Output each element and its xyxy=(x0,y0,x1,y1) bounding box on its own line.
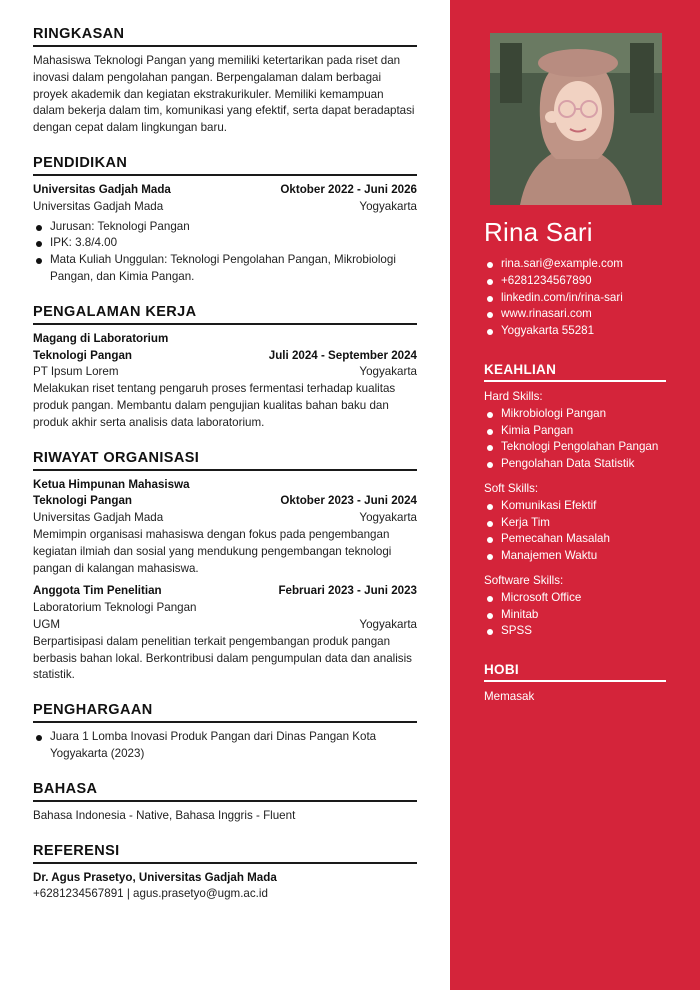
org-name: Universitas Gadjah Mada xyxy=(33,511,164,525)
education-date: Oktober 2022 - Juni 2026 xyxy=(280,182,417,196)
awards-section xyxy=(33,702,417,763)
awards-heading: PENGHARGAAN xyxy=(33,702,417,723)
summary-section xyxy=(33,26,417,137)
org-role: Anggota Tim Penelitian xyxy=(33,584,162,598)
list-item: Microsoft Office xyxy=(484,590,666,607)
experience-description: Melakukan riset tentang pengaruh proses fermentasi terhadap kualitas produk pangan. Membantu dalam pengujian kualitas bahan baku dan produk akhir serta analisis data laboratorium. xyxy=(33,382,396,429)
org-location: Yogyakarta xyxy=(359,617,417,631)
org-name: Laboratorium Teknologi Pangan xyxy=(33,601,197,615)
soft-skills-label: Soft Skills: xyxy=(484,481,539,495)
experience-location: Yogyakarta xyxy=(359,365,417,379)
hard-skills-list xyxy=(484,406,666,473)
list-item: Juara 1 Lomba Inovasi Produk Pangan dari Dinas Pangan Kota Yogyakarta (2023) xyxy=(33,729,417,763)
profile-name: Rina Sari xyxy=(484,217,593,247)
list-item: Pengolahan Data Statistik xyxy=(484,456,666,473)
soft-skills-list xyxy=(484,498,666,565)
list-item: Komunikasi Efektif xyxy=(484,498,666,515)
contact-phone[interactable]: +6281234567890 xyxy=(484,273,666,290)
list-item: Mikrobiologi Pangan xyxy=(484,406,666,423)
languages-section xyxy=(33,781,417,825)
org-role-cont: Teknologi Pangan xyxy=(33,494,132,508)
org-date: Oktober 2023 - Juni 2024 xyxy=(280,494,417,508)
list-item: SPSS xyxy=(484,623,666,640)
experience-company: PT Ipsum Lorem xyxy=(33,365,119,379)
org-location: Yogyakarta xyxy=(359,511,417,525)
experience-heading: PENGALAMAN KERJA xyxy=(33,304,417,325)
hard-skills-label: Hard Skills: xyxy=(484,389,543,403)
organization-entry xyxy=(33,477,417,578)
references-section xyxy=(33,843,417,904)
list-item: Minitab xyxy=(484,607,666,624)
software-skills-list xyxy=(484,590,666,640)
languages-heading: BAHASA xyxy=(33,781,417,802)
education-institution: Universitas Gadjah Mada xyxy=(33,199,164,213)
experience-date: Juli 2024 - September 2024 xyxy=(268,348,417,362)
org-date: Februari 2023 - Juni 2023 xyxy=(278,584,417,598)
contact-email[interactable]: rina.sari@example.com xyxy=(484,256,666,273)
list-item: Kimia Pangan xyxy=(484,423,666,440)
organization-heading: RIWAYAT ORGANISASI xyxy=(33,450,417,471)
education-school: Universitas Gadjah Mada xyxy=(33,182,171,196)
list-item: Kerja Tim xyxy=(484,515,666,532)
awards-list xyxy=(33,729,417,763)
contact-website[interactable]: www.rinasari.com xyxy=(484,306,666,323)
education-section xyxy=(33,155,417,286)
reference-contact: +6281234567891 | agus.prasetyo@ugm.ac.id xyxy=(33,887,268,901)
skills-heading: KEAHLIAN xyxy=(484,362,666,382)
list-item: IPK: 3.8/4.00 xyxy=(33,235,417,252)
list-item: Mata Kuliah Unggulan: Teknologi Pengolahan Pangan, Mikrobiologi Pangan, dan Kimia Pangan. xyxy=(33,252,417,286)
education-location: Yogyakarta xyxy=(359,199,417,213)
experience-role: Magang di Laboratorium xyxy=(33,331,169,345)
contact-list xyxy=(484,256,666,340)
education-bullets xyxy=(33,219,417,286)
org-description: Berpartisipasi dalam penelitian terkait pengembangan produk pangan berbasis bahan lokal. Berkontribusi dalam pengumpulan data dan analisis statistik. xyxy=(33,634,412,682)
profile-photo xyxy=(490,33,662,205)
references-heading: REFERENSI xyxy=(33,843,417,864)
hobbies-text: Memasak xyxy=(484,690,535,704)
list-item: Pemecahan Masalah xyxy=(484,531,666,548)
hobbies-heading: HOBI xyxy=(484,662,666,682)
contact-address: Yogyakarta 55281 xyxy=(484,323,666,340)
sidebar xyxy=(450,0,700,990)
org-role: Ketua Himpunan Mahasiswa xyxy=(33,477,190,491)
languages-text: Bahasa Indonesia - Native, Bahasa Inggris - Fluent xyxy=(33,808,296,822)
experience-section xyxy=(33,304,417,432)
reference-name: Dr. Agus Prasetyo, Universitas Gadjah Mada xyxy=(33,870,277,884)
software-skills-label: Software Skills: xyxy=(484,573,564,587)
summary-heading: RINGKASAN xyxy=(33,26,417,47)
summary-text: Mahasiswa Teknologi Pangan yang memiliki ketertarikan pada riset dan inovasi dalam pengolahan pangan. Berpengalaman dalam berbagai proyek akademik dan kegiatan ekstrakurikuler. Memiliki kemampuan dalam bekerja dalam tim, komunikasi yang efektif, serta dapat beradaptasi dengan cepat dalam lingkungan baru. xyxy=(33,54,415,135)
list-item: Jurusan: Teknologi Pangan xyxy=(33,219,417,236)
organization-section xyxy=(33,450,417,685)
contact-linkedin[interactable]: linkedin.com/in/rina-sari xyxy=(484,290,666,307)
organization-entry xyxy=(33,583,417,684)
experience-role-cont: Teknologi Pangan xyxy=(33,348,132,362)
list-item: Manajemen Waktu xyxy=(484,548,666,565)
education-heading: PENDIDIKAN xyxy=(33,155,417,176)
list-item: Teknologi Pengolahan Pangan xyxy=(484,439,666,456)
org-name-cont: UGM xyxy=(33,617,61,631)
org-description: Memimpin organisasi mahasiswa dengan fokus pada pengembangan kegiatan ilmiah dan sosial yang mendukung pengembangan teknologi pangan di kalangan mahasiswa. xyxy=(33,527,392,575)
